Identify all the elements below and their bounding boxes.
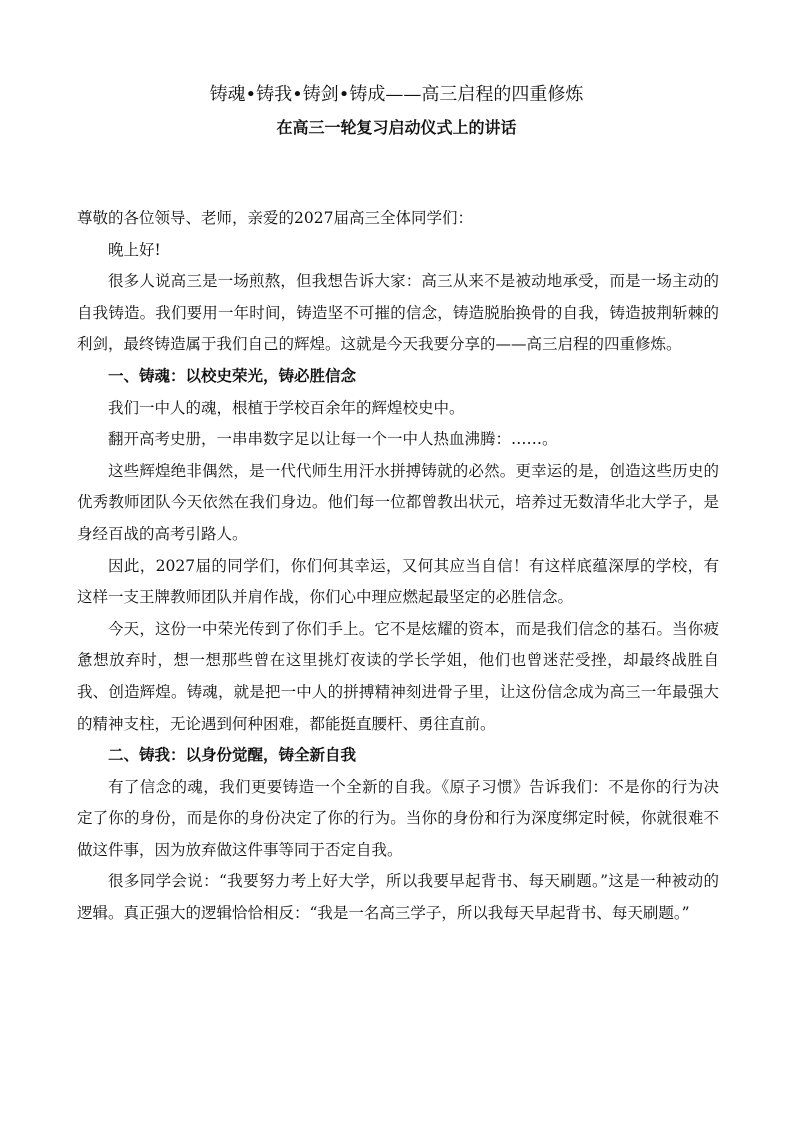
section1-paragraph: 因此，2027届的同学们，你们何其幸运，又何其应当自信！有这样底蕴深厚的学校，有这样一支王牌教师团队并肩作战，你们心中理应燃起最坚定的必胜信念。 [77,556,719,607]
section2-paragraph: 有了信念的魂，我们更要铸造一个全新的自我。《原子习惯》告诉我们：不是你的行为决定了你的身份，而是你的身份决定了你的行为。当你的身份和行为深度绑定时候，你就很难不做这件事，因为放弃做这件事等同于否定自我。 [77,777,719,859]
salutation: 尊敬的各位领导、老师，亲爱的2027届高三全体同学们： [77,209,473,227]
section1-paragraph: 这些辉煌绝非偶然，是一代代师生用汗水拼搏铸就的必然。更幸运的是，创造这些历史的优秀教师团队今天依然在我们身边。他们每一位都曾教出状元，培养过无数清华北大学子，是身经百战的高考引路人。 [77,461,719,543]
section-heading-1: 一、铸魂：以校史荣光，铸必胜信念 [108,366,357,385]
document-body [77,203,719,930]
section-heading-2: 二、铸我：以身份觉醒，铸全新自我 [108,746,357,765]
section1-paragraph: 翻开高考史册，一串串数字足以让每一个一中人热血沸腾：……。 [108,430,558,449]
greeting: 晚上好! [108,240,161,259]
intro-paragraph: 很多人说高三是一场煎熬，但我想告诉大家：高三从来不是被动地承受，而是一场主动的自我铸造。我们要用一年时间，铸造坚不可摧的信念，铸造脱胎换骨的自我，铸造披荆斩棘的利剑，最终铸造属于我们自己的辉煌。这就是今天我要分享的——高三启程的四重修炼。 [77,272,719,354]
section1-paragraph: 今天，这份一中荣光传到了你们手上。它不是炫耀的资本，而是我们信念的基石。当你疲惫想放弃时，想一想那些曾在这里挑灯夜读的学长学姐，他们也曾迷茫受挫，却最终战胜自我、创造辉煌。铸魂，就是把一中人的拼搏精神刻进骨子里，让这份信念成为高三一年最强大的精神支柱，无论遇到何种困难，都能挺直腰杆、勇往直前。 [77,619,719,733]
document-subtitle: 在高三一轮复习启动仪式上的讲话 [276,118,517,137]
section1-paragraph: 我们一中人的魂，根植于学校百余年的辉煌校史中。 [108,398,465,417]
document-title: 铸魂•铸我•铸剑•铸成——高三启程的四重修炼 [209,84,584,105]
section2-paragraph: 很多同学会说：“我要努力考上好大学，所以我要早起背书、每天刷题。”这是一种被动的逻辑。真正强大的逻辑恰恰相反：“我是一名高三学子，所以我每天早起背书、每天刷题。” [77,872,719,923]
